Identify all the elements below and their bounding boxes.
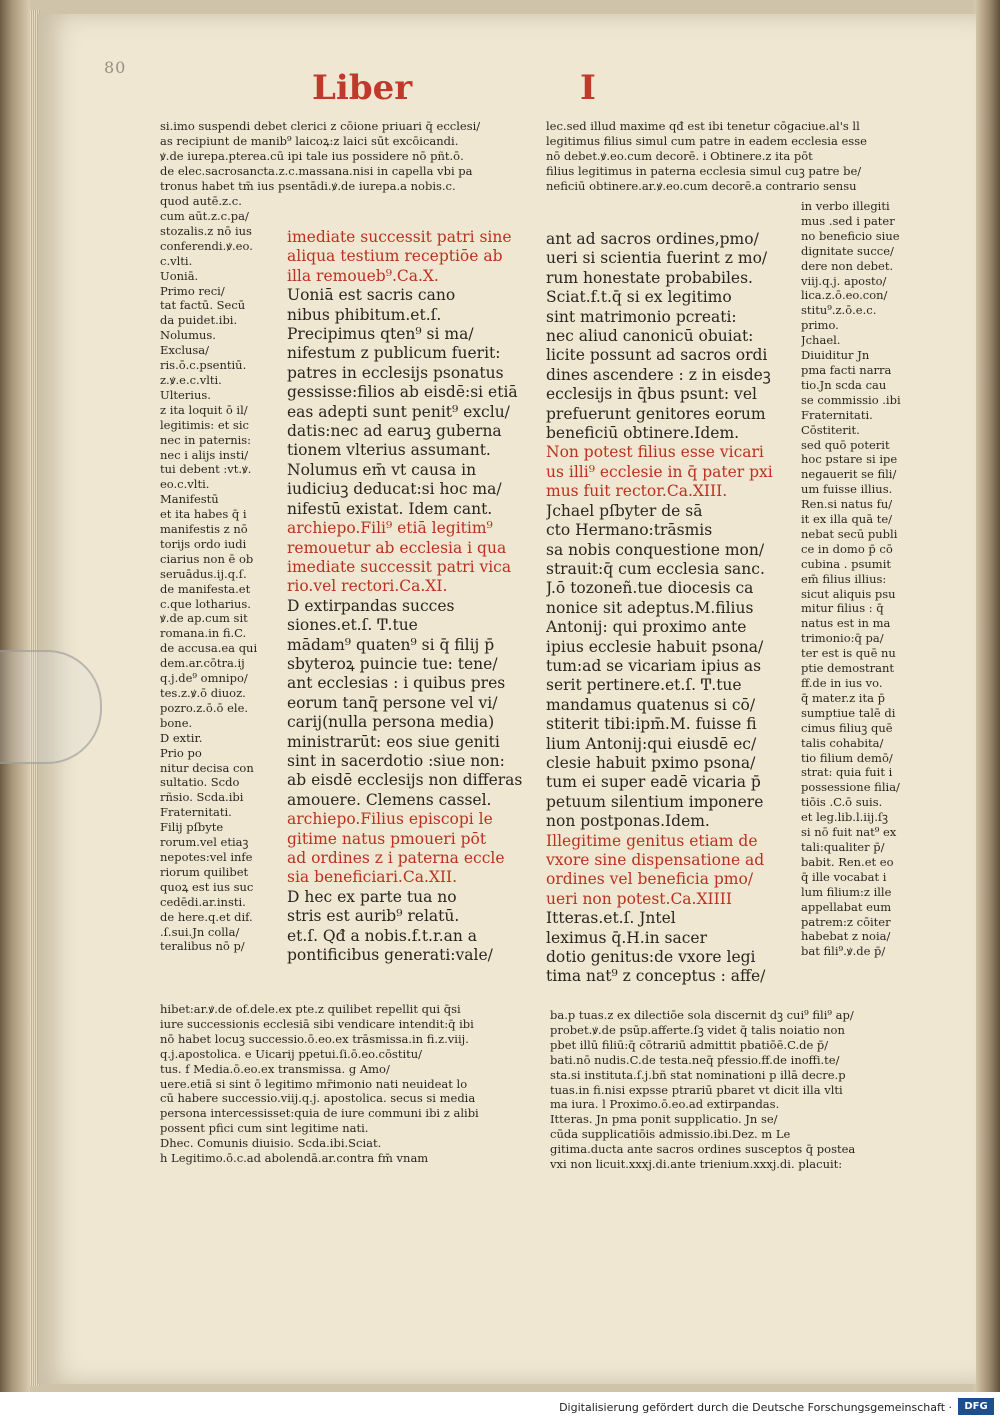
text-line: nitur decisa con — [160, 760, 254, 775]
text-line: ecclesijs in q̄bus psunt: vel — [546, 385, 757, 404]
text-line: de manifesta.et — [160, 581, 251, 596]
text-line: Itteras.et.ſ. Jntel — [546, 909, 676, 928]
text-line: conferendi.ꝟ.eo. — [160, 238, 253, 253]
text-line: imediate successit patri vica — [287, 557, 512, 576]
text-line: nifestum z publicum fuerit: — [287, 344, 501, 363]
text-line: um fuisse illius. — [801, 482, 893, 497]
text-line: sultatio. Scdo — [160, 775, 240, 790]
text-line: riorum quilibet — [160, 864, 249, 879]
text-line: manifestis z nō — [160, 522, 248, 537]
right-margin-gloss — [801, 199, 919, 959]
text-line: patrem:z cōiter — [801, 914, 891, 929]
text-line: possessione filia/ — [801, 780, 900, 795]
text-line: cū habere successio.viij.q.j. apostolica. secus si media — [160, 1091, 476, 1106]
text-line: Nolumus. — [160, 328, 216, 343]
text-line: Filij pſbyte — [160, 820, 224, 835]
text-line: tiōis .C.ō suis. — [801, 795, 883, 810]
text-line: in verbo illegiti — [801, 199, 890, 213]
text-line: q.j.de⁹ omnipo/ — [160, 671, 248, 686]
text-line: possent pfici cum sint legitime nati. — [160, 1121, 369, 1136]
text-line: ff.de in ius vo. — [801, 676, 883, 690]
text-line: Uoniā est sacris cano — [287, 286, 456, 305]
running-head-liber: Liber — [312, 68, 413, 108]
text-line: sed quō poterit — [801, 437, 890, 452]
text-line: cum aūt.z.c.pa/ — [160, 209, 249, 223]
text-line: sia beneficiari.Ca.XII. — [287, 868, 458, 887]
text-line: Antonij: qui proximo ante — [546, 618, 747, 637]
text-line: et ita habes q̄ i — [160, 507, 247, 522]
text-line: si.imo suspendi debet clerici z cōione priuari q̄ ecclesi/ — [160, 119, 481, 133]
running-head-book-number: I — [580, 68, 596, 108]
text-line: nec in paternis: — [160, 432, 252, 447]
text-line: lum filium:z ille — [801, 884, 892, 899]
text-line: patres in ecclesijs psonatus — [287, 363, 504, 382]
text-line: nifestū existat. Idem cant. — [287, 499, 493, 518]
text-line: em̄ filius illius: — [801, 571, 887, 586]
text-line: D extirpandas succes — [287, 596, 455, 615]
text-line: persona intercessisset:quia de iure communi ibi z alibi — [160, 1106, 479, 1121]
text-line: tio filium demō/ — [801, 750, 893, 765]
text-line: nō debet.ꝟ.eo.cum decorē. i Obtinere.z ita pōt — [546, 148, 813, 163]
text-line: lium Antonij:qui eiusdē ec/ — [546, 734, 757, 753]
text-line: legitimis: et sic — [160, 417, 249, 432]
text-line: beneficiū obtinere.Idem. — [546, 424, 740, 443]
text-line: Jchael pſbyter de sā — [546, 501, 703, 520]
text-line: Illegitime genitus etiam de — [546, 831, 758, 850]
text-line: tum:ad se vicariam ipius as — [546, 656, 762, 675]
text-line: Jchael. — [801, 333, 841, 348]
bottom-gloss-left — [160, 1002, 542, 1166]
text-line: negauerit se fili/ — [801, 467, 897, 482]
text-line: archiepo.Filius episcopi le — [287, 810, 493, 829]
text-line: sbyteroꝝ puincie tue: tene/ — [287, 654, 498, 673]
text-line: tui debent :vt.ꝟ. — [160, 462, 252, 477]
text-line: stiterit tibi:ipm̄.M. fuisse fi — [546, 715, 757, 734]
text-line: ris.ō.c.psentiū. — [160, 358, 247, 373]
text-line: se commissio .ibi — [801, 392, 901, 407]
text-line: cimus filiuꝫ quē — [801, 720, 893, 735]
text-line: archiepo.Fili⁹ etiā legitim⁹ — [287, 519, 493, 538]
text-line: probet.ꝟ.de psūp.afferte.ſꝫ videt q̄ talis noiatio non — [550, 1022, 845, 1037]
text-line: q.j.apostolica. e Uicarij ppetui.ſi.ō.eo.cōstitu/ — [160, 1046, 423, 1061]
text-line: iudiciuꝫ deducat:si hoc ma/ — [287, 480, 502, 499]
text-line: vxore sine dispensatione ad — [546, 851, 765, 869]
text-line: D extir. — [160, 730, 203, 745]
text-line: carij(nulla persona media) — [287, 713, 495, 732]
text-line: rorum.vel etiaꝫ — [160, 835, 249, 850]
text-line: ter est is quē nu — [801, 646, 896, 661]
text-line: tat factū. Secū — [160, 298, 246, 313]
text-line: eas adepti sunt penit⁹ exclu/ — [287, 402, 510, 421]
text-line: bati.nō nudis.C.de testa.neq̄ pfessio.ff.de inoffi.te/ — [550, 1052, 840, 1067]
text-line: nec i alijs insti/ — [160, 447, 249, 462]
text-line: nonice sit adeptus.M.filius — [546, 598, 754, 617]
main-text-column-b — [546, 230, 794, 987]
text-line: ueri si scientia fuerint z mo/ — [546, 249, 768, 268]
text-line: it ex illa quā te/ — [801, 512, 893, 527]
text-line: pbet illū filiū:q̄ cōtrariū admittit pbatiōē.C.de p̄/ — [550, 1037, 829, 1052]
text-line: tionem vlterius assumant. — [287, 441, 491, 460]
text-line: cūda supplicatiōis admissio.ibi.Dez. m Le — [550, 1127, 791, 1142]
text-line: amouere. Clemens cassel. — [287, 790, 492, 809]
text-line: ordines vel beneficia pmo/ — [546, 870, 754, 889]
text-line: ꝟ.de ap.cum sit — [160, 611, 248, 626]
text-line: remouetur ab ecclesia i qua — [287, 538, 507, 557]
text-line: cto Hermano:trāsmis — [546, 521, 713, 540]
footer-bar — [0, 1392, 1000, 1421]
text-line: ministrarūt: eos siue geniti — [287, 732, 500, 751]
text-line: habebat z noia/ — [801, 929, 891, 944]
footer-credit: Digitalisierung gefördert durch die Deutsche Forschungsgemeinschaft · — [559, 1401, 952, 1414]
text-line: stitu⁹.z.ō.e.c. — [801, 303, 877, 318]
text-line: non postponas.Idem. — [546, 812, 710, 831]
text-line: z ita loquit ō il/ — [160, 402, 248, 417]
text-line: imediate successit patri sine — [287, 228, 512, 246]
text-line: ueri non potest.Ca.XIIII — [546, 889, 732, 908]
text-line: ciarius non ē ob — [160, 551, 254, 566]
text-line: babit. Ren.et eo — [801, 854, 894, 869]
text-line: Nolumus em̄ vt causa in — [287, 460, 477, 479]
text-line: pma facti narra — [801, 362, 892, 377]
text-line: Precipimus qten⁹ si ma/ — [287, 325, 474, 344]
text-line: stozalis.z nō ius — [160, 223, 252, 238]
text-line: mādam⁹ quaten⁹ si q̄ filij p̄ — [287, 635, 495, 654]
text-line: licite possunt ad sacros ordi — [546, 346, 768, 365]
text-line: prefuerunt genitores eorum — [546, 404, 766, 423]
text-line: Sciat.f.t.q̄ si ex legitimo — [546, 288, 732, 307]
text-line: clesie habuit pximo psona/ — [546, 753, 756, 772]
text-line: h Legitimo.ō.c.ad abolendā.ar.contra fm̄ vnam — [160, 1151, 429, 1166]
text-line: ꝟ.de iurepa.pterea.cū ipi tale ius possidere nō pñt.ō. — [160, 148, 464, 163]
text-line: ba.p tuas.z ex dilectiōe sola discernit dꝫ cui⁹ fili⁹ ap/ — [550, 1008, 854, 1022]
text-line: hibet:ar.ꝟ.de of.dele.ex pte.z quilibet repellit qui q̄si — [160, 1002, 461, 1016]
text-line: Fraternitati. — [160, 805, 232, 820]
left-margin-gloss — [160, 209, 280, 954]
text-line: dem.ar.cōtra.ij — [160, 656, 245, 671]
text-line: q̄ mater.z ita p̄ — [801, 690, 885, 705]
text-line: gitime natus pmoueri pōt — [287, 829, 487, 848]
main-text-column-a — [287, 228, 535, 965]
text-line: seruādus.ij.q.ſ. — [160, 566, 247, 581]
text-line: c.vlti. — [160, 253, 193, 268]
text-line: ipius ecclesie habuit psona/ — [546, 637, 764, 656]
text-line: neficiū obtinere.ar.ꝟ.eo.cum decorē.a contrario sensu — [546, 178, 857, 193]
page-holder-clip — [0, 650, 102, 764]
text-line: natus est in ma — [801, 616, 891, 631]
text-line: stris est aurib⁹ relatū. — [287, 907, 460, 926]
text-line: sa nobis conquestione mon/ — [546, 540, 765, 559]
text-line: ma iura. l Proximo.ō.eo.ad extirpandas. — [550, 1097, 780, 1112]
text-line: pozro.z.ō.ō ele. — [160, 700, 249, 715]
text-line: tes.z.ꝟ.ō diuoz. — [160, 686, 246, 700]
text-line: romana.in fi.C. — [160, 626, 247, 641]
text-line: gessisse:filios ab eisdē:si etiā — [287, 383, 518, 402]
text-line: Diuiditur Jn — [801, 348, 870, 363]
text-line: tuas.in fi.nisi expsse ptrariū pbaret vt dicit illa vlti — [550, 1082, 843, 1097]
text-line: sint in sacerdotio :siue non: — [287, 751, 505, 770]
text-line: aliqua testium receptiōe ab — [287, 247, 503, 266]
top-gloss-right — [546, 119, 918, 194]
text-line: lica.z.ō.eo.con/ — [801, 288, 888, 303]
text-line: z.ꝟ.e.c.vlti. — [160, 372, 222, 387]
text-line: datis:nec ad earuꝫ guberna — [287, 422, 502, 441]
text-line: quod autē.z.c. — [160, 193, 242, 208]
text-line: rio.vel rectori.Ca.XI. — [287, 577, 448, 596]
text-line: nō habet locuꝫ successio.ō.eo.ex trāsmissa.in fi.z.viij. — [160, 1031, 469, 1046]
text-line: da puidet.ibi. — [160, 313, 238, 328]
text-line: no beneficio siue — [801, 228, 900, 243]
text-line: ant ecclesias : i quibus pres — [287, 674, 506, 693]
text-line: c.que lotharius. — [160, 596, 251, 611]
text-line: bat fili⁹.ꝟ.de p̄/ — [801, 944, 886, 959]
text-line: dignitate succe/ — [801, 243, 894, 258]
text-line: de elec.sacrosancta.z.c.massana.nisi in capella vbi pa — [160, 163, 473, 178]
text-line: as recipiunt de manib⁹ laicoꝝ:z laici sūt excōicandi. — [160, 133, 459, 148]
text-line: legitimus filius simul cum patre in eadem ecclesia esse — [546, 133, 867, 148]
text-line: Uoniā. — [160, 268, 199, 283]
text-line: dotio genitus:de vxore legi — [546, 948, 756, 967]
text-line: ad ordines z i paterna eccle — [287, 849, 505, 867]
text-line: eo.c.vlti. — [160, 477, 210, 492]
text-line: strat: quia fuit i — [801, 765, 893, 780]
text-line: J.ō tozoneñ.tue diocesis ca — [546, 579, 754, 598]
bottom-gloss-right — [550, 1008, 918, 1172]
text-line: torijs ordo iudi — [160, 536, 247, 551]
text-line: mus .sed i pater — [801, 213, 895, 228]
text-line: vxi non licuit.xxxj.di.ante trienium.xxxj.di. placuit: — [550, 1157, 843, 1172]
text-line: Cōstiterit. — [801, 422, 860, 437]
text-line: rñsio. Scda.ibi — [160, 790, 244, 805]
text-line: nec aliud canonicū obuiat: — [546, 327, 754, 346]
book-fore-edge — [974, 0, 1000, 1392]
text-line: primo. — [801, 318, 839, 333]
text-line: appellabat eum — [801, 899, 892, 914]
text-line: nepotes:vel infe — [160, 849, 253, 864]
text-line: Itteras. Jn pma ponit supplicatio. Jn se/ — [550, 1112, 778, 1127]
text-line: bone. — [160, 715, 193, 730]
text-line: mandamus quatenus si cō/ — [546, 695, 756, 714]
text-line: .ſ.sui.Jn colla/ — [160, 924, 240, 939]
text-line: tum ei super eadē vicaria p̄ — [546, 773, 761, 792]
text-line: Dhec. Comunis diuisio. Scda.ibi.Sciat. — [160, 1136, 382, 1151]
top-gloss-left — [160, 119, 542, 208]
text-line: nebat secū publi — [801, 526, 898, 541]
text-line: et.ſ. Qđ a nobis.f.t.r.an a — [287, 926, 478, 945]
text-line: Exclusa/ — [160, 343, 210, 358]
text-line: ant ad sacros ordines,pmo/ — [546, 230, 759, 248]
text-line: gitima.ducta ante sacros ordines susceptos q̄ postea — [550, 1142, 856, 1157]
text-line: viij.q.j. aposto/ — [801, 273, 887, 288]
text-line: de accusa.ea qui — [160, 641, 258, 656]
text-line: mitur filius : q̄ — [801, 601, 884, 616]
text-line: Primo reci/ — [160, 283, 225, 298]
text-line: serit pertinere.et.ſ. Ͳ.tue — [546, 676, 742, 695]
text-line: et leg.lib.l.iij.ſꝫ — [801, 810, 888, 825]
text-line: nibus phibitum.et.ſ. — [287, 305, 442, 324]
text-line: ab eisdē ecclesijs non differas — [287, 771, 523, 790]
text-line: rum honestate probabiles. — [546, 268, 753, 287]
text-line: sumptiue talē di — [801, 705, 896, 720]
text-line: hoc pstare si ipe — [801, 452, 898, 467]
text-line: quoꝝ est ius suc — [160, 879, 254, 894]
text-line: tio.Jn scda cau — [801, 377, 887, 392]
text-line: ptie demostrant — [801, 661, 895, 676]
text-line: tronus habet tm̄ ius psentādi.ꝟ.de iurepa.a nobis.c. — [160, 178, 456, 193]
text-line: trimonio:q̄ pa/ — [801, 631, 884, 646]
text-line: pontificibus generati:vale/ — [287, 946, 493, 965]
text-line: D hec ex parte tua no — [287, 887, 457, 906]
text-line: tus. f Media.ō.eo.ex transmissa. g Amo/ — [160, 1061, 390, 1076]
folio-number: 80 — [104, 58, 127, 77]
text-line: illa remoueb⁹.Ca.X. — [287, 266, 439, 285]
text-line: teralibus nō p/ — [160, 939, 245, 954]
text-line: Ren.si natus fu/ — [801, 497, 893, 512]
text-line: filius legitimus in paterna ecclesia simul cuꝫ patre be/ — [546, 163, 862, 178]
text-line: Ulterius. — [160, 387, 211, 402]
text-line: sint matrimonio pcreati: — [546, 307, 737, 326]
text-line: de here.q.et dif. — [160, 909, 253, 924]
text-line: Prio po — [160, 745, 202, 760]
text-line: ce in domo p̄ cō — [801, 541, 893, 556]
text-line: mus fuit rector.Ca.XIII. — [546, 482, 728, 501]
text-line: sicut aliquis psu — [801, 586, 896, 601]
text-line: dere non debet. — [801, 258, 894, 273]
text-line: si nō fuit nat⁹ ex — [801, 825, 897, 840]
text-line: Manifestū — [160, 492, 219, 507]
text-line: petuum silentium imponere — [546, 792, 764, 811]
text-line: lec.sed illud maxime qđ est ibi tenetur cōgaciue.al's ll — [546, 119, 860, 133]
text-line: eorum tanq̄ persone vel vi/ — [287, 693, 498, 712]
text-line: uere.etiā si sint ō legitimo mr̄imonio nati neuideat lo — [160, 1076, 468, 1091]
text-line: dines ascendere : z in eisdeꝫ — [546, 365, 771, 384]
text-line: leximus q̄.H.in sacer — [546, 928, 708, 947]
text-line: Non potest filius esse vicari — [546, 443, 764, 462]
text-line: cedēdi.ar.insti. — [160, 894, 246, 909]
text-line: Fraternitati. — [801, 407, 873, 422]
text-line: tima nat⁹ z conceptus : affe/ — [546, 967, 766, 986]
text-line: cubina . psumit — [801, 556, 891, 571]
text-line: iure successionis ecclesiā sibi vendicare intendit:q̄ ibi — [160, 1016, 474, 1031]
text-line: strauit:q̄ cum ecclesia sanc. — [546, 559, 765, 578]
text-line: q̄ ille vocabat i — [801, 869, 887, 884]
text-line: siones.et.ſ. Ͳ.tue — [287, 616, 418, 635]
text-line: talis cohabita/ — [801, 735, 884, 750]
text-line: tali:qualiter p̄/ — [801, 839, 885, 854]
text-line: us illi⁹ ecclesie in q̄ pater pxi — [546, 462, 773, 481]
dfg-logo: DFG — [958, 1398, 994, 1415]
text-line: sta.si instituta.ſ.j.bñ stat nominationi p illā decre.p — [550, 1067, 846, 1082]
